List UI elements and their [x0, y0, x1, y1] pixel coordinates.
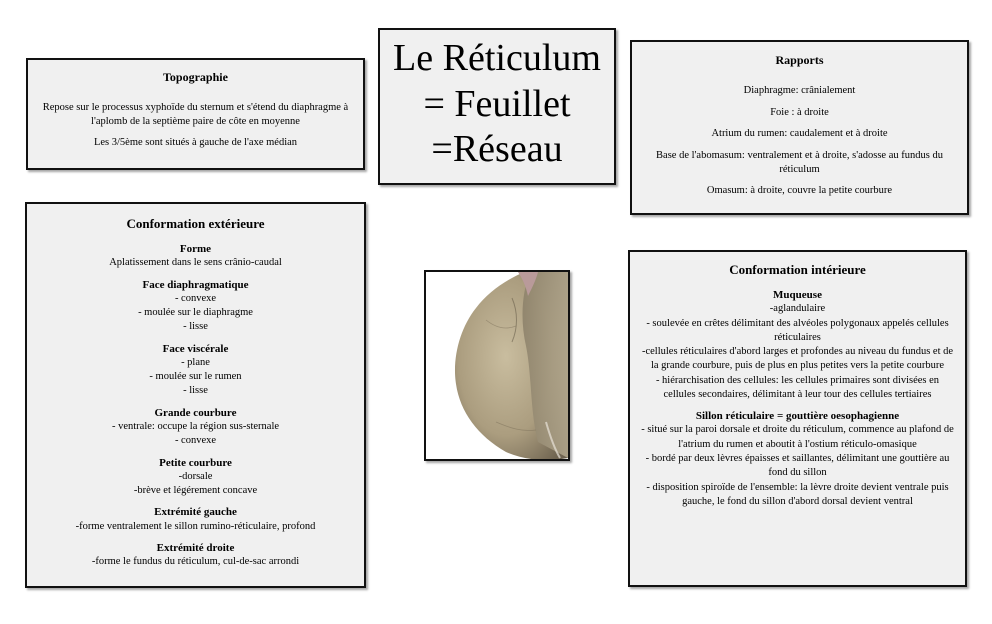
- section-grande-courbure: [37, 406, 354, 449]
- rapports-item-foie: Foie : à droite: [770, 106, 829, 118]
- rapports-item-atrium: Atrium du rumen: caudalement et à droite: [711, 128, 888, 140]
- topographie-paragraph-1: Repose sur le processus xyphoïde du sternum et s'étend du diaphragme à l'aplomb de la septième paire de côte en moyenne: [42, 102, 349, 127]
- section-line: -forme le fundus du réticulum, cul-de-sac arrondi: [91, 556, 300, 568]
- section-line: -forme ventralement le sillon rumino-réticulaire, profond: [75, 520, 316, 532]
- section-title: Sillon réticulaire = gouttière oesophagienne: [695, 410, 900, 423]
- section-line: - convexe: [174, 292, 217, 304]
- section-line: - bordé par deux lèvres épaisses et saillantes, délimitant une gouttière au fond du sillon: [645, 452, 950, 479]
- conformation-interieure-box: [628, 250, 967, 587]
- section-title: Face diaphragmatique: [142, 278, 249, 291]
- section-title: Extrémité droite: [156, 541, 235, 554]
- conformation-exterieure-box: [25, 202, 366, 588]
- section-title: Muqueuse: [773, 289, 822, 301]
- topographie-heading: Topographie: [163, 70, 228, 84]
- section-line: - hiérarchisation des cellules: les cellules primaires sont divisées en cellules secondaires, délimitant à leur tour des cellules tertiaires: [655, 374, 940, 400]
- section-line: - moulée sur le rumen: [149, 371, 242, 383]
- section-title: Forme: [179, 243, 212, 255]
- section-line: - situé sur la paroi dorsale et droite du réticulum, commence au plafond de l'atrium du rumen et aboutit à l'ostium réticulo-omasique: [641, 424, 954, 450]
- title-box: [378, 28, 616, 185]
- section-petite-courbure: [37, 456, 354, 499]
- section-line: - convexe: [174, 435, 217, 447]
- section-line: - moulée sur le diaphragme: [138, 307, 253, 319]
- section-line: Aplatissement dans le sens crânio-caudal: [109, 257, 282, 269]
- section-line: -dorsale: [178, 470, 213, 482]
- reticulum-photo: [424, 270, 570, 461]
- section-sillon-reticulaire: [640, 409, 955, 509]
- section-extremite-droite: [37, 541, 354, 570]
- topographie-paragraph-2: Les 3/5ème sont situés à gauche de l'axe médian: [93, 137, 298, 149]
- title-line-2: = Feuillet: [423, 82, 571, 125]
- reticulum-organ-illustration: [426, 272, 568, 459]
- title-line-3: =Réseau: [431, 128, 563, 171]
- section-line: - lisse: [183, 385, 208, 397]
- section-line: - ventrale: occupe la région sus-sternale: [111, 421, 280, 433]
- section-line: - soulevée en crêtes délimitant des alvéoles polygonaux appelés cellules réticulaires: [646, 317, 949, 343]
- section-line: -cellules réticulaires d'abord larges et profondes au niveau du fundus et de la grande courbure, puis de plus en plus petites vers la petite courbure: [641, 346, 954, 372]
- section-line: - lisse: [183, 321, 208, 333]
- section-line: -brève et légérement concave: [133, 485, 258, 497]
- conformation-exterieure-heading: Conformation extérieure: [126, 216, 265, 231]
- section-forme: [37, 242, 354, 271]
- section-title: Extrémité gauche: [154, 506, 237, 519]
- section-line: - plane: [181, 356, 210, 368]
- section-title: Face viscérale: [162, 342, 229, 355]
- rapports-box: [630, 40, 969, 215]
- rapports-heading: Rapports: [775, 53, 824, 67]
- rapports-item-diaphragme: Diaphragme: crânialement: [743, 85, 856, 96]
- section-line: -aglandulaire: [769, 303, 826, 315]
- section-title: Petite courbure: [159, 456, 232, 469]
- rapports-item-abomasum: Base de l'abomasum: ventralement et à droite, s'adosse au fundus du réticulum: [656, 149, 943, 175]
- conformation-interieure-heading: Conformation intérieure: [729, 262, 866, 277]
- rapports-item-omasum: Omasum: à droite, couvre la petite courbure: [706, 185, 893, 197]
- section-extremite-gauche: [37, 505, 354, 534]
- title-line-1: Le Réticulum: [393, 37, 601, 79]
- section-face-diaphragmatique: [37, 278, 354, 335]
- section-muqueuse: [640, 288, 955, 402]
- section-title: Grande courbure: [154, 406, 237, 419]
- section-face-viscerale: [37, 342, 354, 399]
- section-line: - disposition spiroïde de l'ensemble: la lèvre droite devient ventrale puis gauche, le fond du sillon d'abord dorsal devient ventral: [646, 481, 949, 507]
- topographie-box: [26, 58, 365, 170]
